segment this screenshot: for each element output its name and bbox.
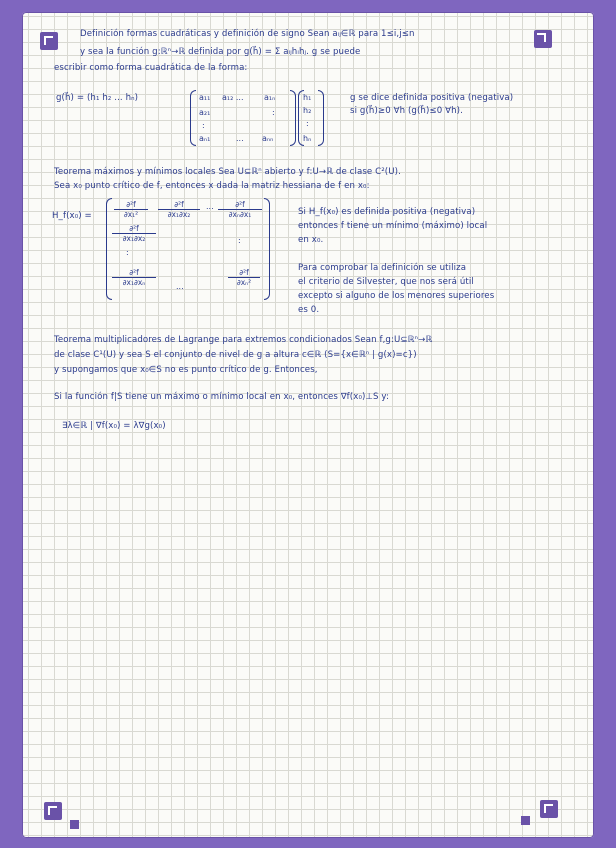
hessian-dots: : xyxy=(126,248,129,257)
note-line: excepto si alguno de los menores superiores xyxy=(298,291,495,301)
vector-cell: h₂ xyxy=(303,106,312,115)
corner-dot-icon xyxy=(521,816,530,825)
matrix-bracket-left xyxy=(190,90,196,146)
matrix-cell: a₁₂ ... xyxy=(222,93,244,102)
hessian-entry: $\frac{\text{∂²f}}{\text{∂x₁∂x₂}}$ xyxy=(112,224,156,243)
hessian-lhs: H_f(x₀) = xyxy=(52,211,92,221)
corner-mark-icon xyxy=(40,32,58,50)
matrix-cell: a₂₁ xyxy=(199,108,211,117)
note-line: g se dice definida positiva (negativa) xyxy=(350,93,514,103)
hessian-entry: $\frac{\text{∂²f}}{\text{∂x₁∂x₂}}$ xyxy=(158,200,200,219)
hessian-entry: $\frac{\text{∂²f}}{\text{∂x₁²}}$ xyxy=(114,200,148,219)
matrix-cell: ... xyxy=(236,134,244,143)
vector-cell: h₁ xyxy=(303,93,312,102)
matrix-cell: aₙ₁ xyxy=(199,134,211,143)
note-line: Para comprobar la definición se utiliza xyxy=(298,263,467,273)
note-line: en x₀. xyxy=(298,235,324,245)
note-line: es 0. xyxy=(298,305,320,315)
note-line: Definición formas cuadráticas y definición de signo Sean aᵢⱼ∈ℝ para 1≤i,j≤n xyxy=(80,29,415,39)
matrix-cell: : xyxy=(272,108,275,117)
corner-mark-icon xyxy=(534,30,552,48)
hessian-bracket-right xyxy=(264,198,270,300)
hessian-entry: $\frac{\text{∂²f}}{\text{∂x₁∂xₙ}}$ xyxy=(112,268,156,287)
matrix-cell: aₙₙ xyxy=(262,134,274,143)
theorem-title-line: Teorema máximos y mínimos locales Sea U⊆ℝⁿ abierto y f:U→ℝ de clase C²(U). xyxy=(54,167,401,177)
matrix-cell: a₁ₙ xyxy=(264,93,276,102)
note-line: y supongamos que x₀∈S no es punto crítico de g. Entonces, xyxy=(54,365,318,375)
note-line: y sea la función g:ℝⁿ→ℝ definida por g(h⃗) = Σ aᵢⱼhᵢhⱼ. g se puede xyxy=(80,47,361,57)
corner-mark-icon xyxy=(540,800,558,818)
vector-cell: hₙ xyxy=(303,134,312,143)
note-line: entonces f tiene un mínimo (máximo) local xyxy=(298,221,488,231)
note-line: escribir como forma cuadrática de la forma: xyxy=(54,63,248,73)
note-line: si g(h⃗)≥0 ∀h (g(h⃗)≤0 ∀h). xyxy=(350,106,463,116)
note-line: Sea x₀ punto crítico de f, entonces x dada la matriz hessiana de f en x₀: xyxy=(54,181,370,191)
vector-bracket-right xyxy=(318,90,324,146)
note-line: Si H_f(x₀) es definida positiva (negativa) xyxy=(298,207,476,217)
hessian-dots: : xyxy=(238,236,241,245)
note-line: Si la función f|S tiene un máximo o mínimo local en x₀, entonces ∇f(x₀)⊥S y: xyxy=(54,392,389,402)
formula-line: ∃λ∈ℝ | ∇f(x₀) = λ∇g(x₀) xyxy=(62,421,166,431)
hessian-entry: $\frac{\text{∂²f}}{\text{∂xₙ∂x₁}}$ xyxy=(218,200,262,219)
hessian-entry: $\frac{\text{∂²f}}{\text{∂xₙ²}}$ xyxy=(228,268,260,287)
note-line: el criterio de Silvester, que nos será útil xyxy=(298,277,474,287)
corner-dot-icon xyxy=(70,820,79,829)
theorem-title-line: Teorema multiplicadores de Lagrange para extremos condicionados Sean f,g:U⊆ℝⁿ→ℝ xyxy=(54,335,433,345)
quadratic-form-lhs: g(h⃗) = (h₁ h₂ ... hₙ) xyxy=(56,93,139,103)
corner-mark-icon xyxy=(44,802,62,820)
note-line: de clase C¹(U) y sea S el conjunto de nivel de g a altura c∈ℝ (S={x∈ℝⁿ | g(x)=c}) xyxy=(54,350,417,360)
matrix-cell: : xyxy=(202,121,205,130)
vector-cell: : xyxy=(306,119,309,128)
hessian-dots: ... xyxy=(206,202,214,211)
matrix-bracket-right xyxy=(290,90,296,146)
hessian-dots: ... xyxy=(176,282,184,291)
matrix-cell: a₁₁ xyxy=(199,93,211,102)
